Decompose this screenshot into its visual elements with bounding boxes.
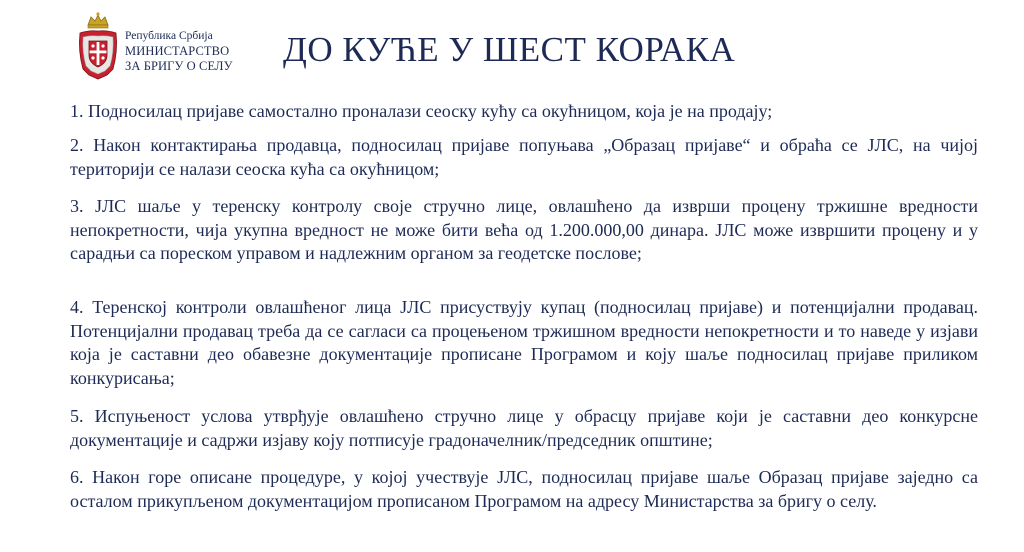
page-header: [0, 0, 1024, 96]
step-5: 5. Испуњеност услова утврђује овлашћено стручно лице у обрасцу пријаве који је саставни део конкурсне документације и садржи изјаву коју потписује градоначелник/председник општине;: [70, 406, 978, 450]
ministry-name: [125, 29, 233, 74]
step-2: 2. Након контактирања продавца, подносилац пријаве попуњава „Образац пријаве“ и обраћа се ЈЛС, на чијој територији се налази сеоска кућа са окућницом;: [70, 135, 978, 179]
page-title: ДО КУЋЕ У ШЕСТ КОРАКА: [283, 30, 736, 69]
step-1: 1. Подносилац пријаве самостално проналази сеоску кућу са окућницом, која је на продају;: [70, 101, 773, 121]
ministry-line-1: МИНИСТАРСТВО: [125, 44, 230, 58]
ministry-line-2: ЗА БРИГУ О СЕЛУ: [125, 59, 233, 73]
step-3: 3. ЈЛС шаље у теренску контролу своје стручно лице, овлашћено да изврши процену тржишне вредности непокретности, чија укупна вредност не може бити већа од 1.200.000,00 динара. ЈЛС може извршити процену и у сарадњи са пореском управом и надлежним органом за геодетске послове;: [70, 196, 978, 263]
step-4: 4. Теренској контроли овлашћеног лица ЈЛС присуствују купац (подносилац пријаве) и потенцијални продавац. Потенцијални продавац треба да се сагласи са процењеном тржишном вредности непокретности и то наведе у изјави која је саставни део обавезне документације прописане Програмом и коју шаље подносилац пријаве приликом конкурисања;: [70, 297, 978, 388]
step-6: 6. Након горе описане процедуре, у којој учествује ЈЛС, подносилац пријаве шаље Образац пријаве заједно са осталом прикупљеном документацијом прописаном Програмом на адресу Министарства за бригу о селу.: [70, 467, 978, 511]
serbian-coat-of-arms-icon: [77, 11, 119, 81]
ministry-country: Република Србија: [125, 30, 213, 42]
